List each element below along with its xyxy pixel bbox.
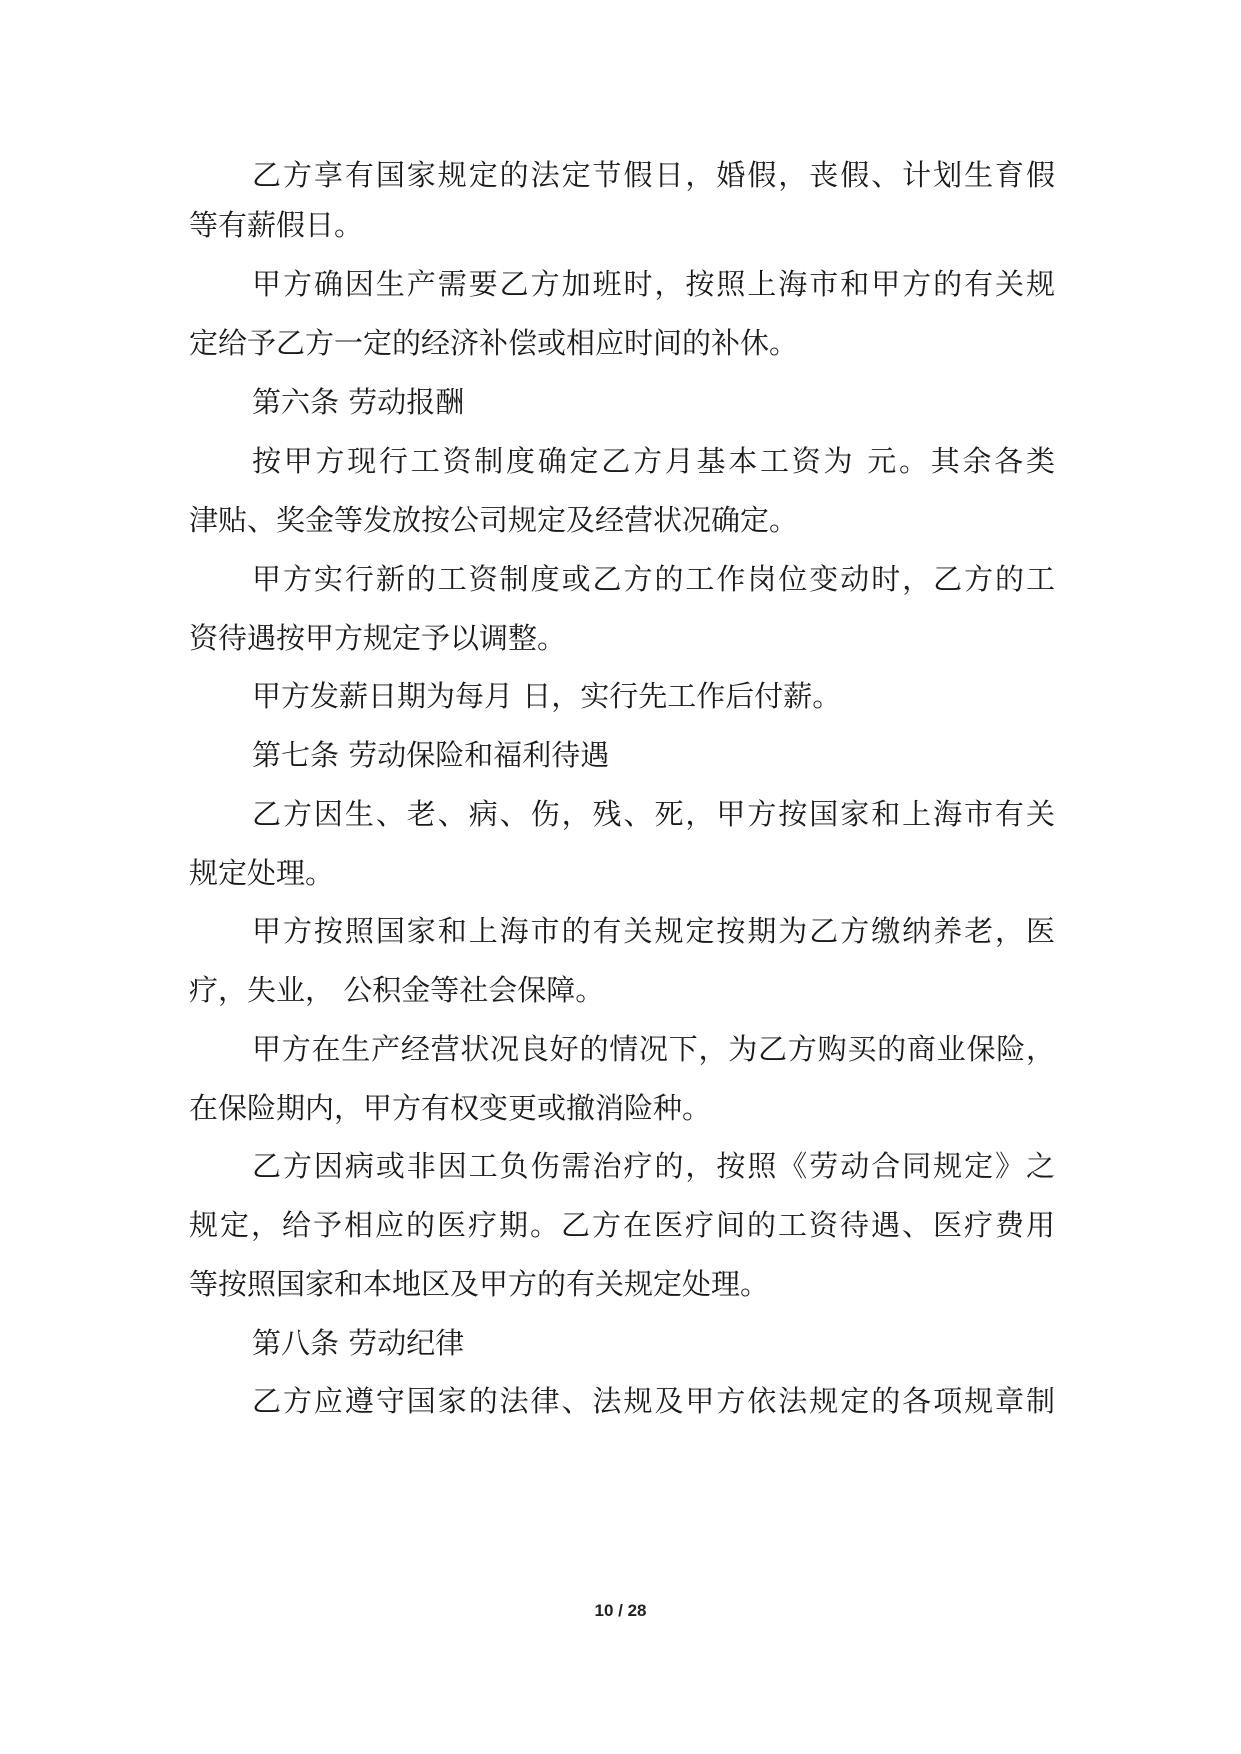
text-line: 定给予乙方一定的经济补偿或相应时间的补休。 xyxy=(189,326,799,360)
text-line: 甲方在生产经营状况良好的情况下，为乙方购买的商业保险， xyxy=(252,1032,1055,1066)
text-line: 资待遇按甲方规定予以调整。 xyxy=(189,621,567,655)
text-line: 乙方因病或非因工负伤需治疗的，按照《劳动合同规定》之 xyxy=(252,1149,1055,1183)
text-line: 等有薪假日。 xyxy=(189,208,364,242)
text-line: 规定，给予相应的医疗期。乙方在医疗间的工资待遇、医疗费用 xyxy=(189,1208,1055,1242)
text-line: 津贴、奖金等发放按公司规定及经营状况确定。 xyxy=(189,503,799,537)
text-line: 甲方实行新的工资制度或乙方的工作岗位变动时，乙方的工 xyxy=(252,562,1055,596)
heading-text: 第八条 劳动纪律 xyxy=(252,1326,465,1360)
text-line: 规定处理。 xyxy=(189,856,335,890)
text-line: 在保险期内，甲方有权变更或撤消险种。 xyxy=(189,1091,712,1125)
text-line: 乙方因生、老、病、伤，残、死，甲方按国家和上海市有关 xyxy=(252,797,1055,831)
text-line: 乙方享有国家规定的法定节假日，婚假，丧假、计划生育假 xyxy=(252,158,1055,192)
text-line: 乙方应遵守国家的法律、法规及甲方依法规定的各项规章制 xyxy=(252,1384,1055,1418)
page-number: 10 / 28 xyxy=(594,1601,647,1620)
text-line: 甲方确因生产需要乙方加班时，按照上海市和甲方的有关规 xyxy=(252,267,1055,301)
heading-text: 第七条 劳动保险和福利待遇 xyxy=(252,738,610,772)
text-line: 甲方发薪日期为每月 日，实行先工作后付薪。 xyxy=(252,679,842,713)
text-line: 疗，失业， 公积金等社会保障。 xyxy=(189,973,605,1007)
text-line: 按甲方现行工资制度确定乙方月基本工资为 元。其余各类 xyxy=(252,444,1055,478)
text-line: 等按照国家和本地区及甲方的有关规定处理。 xyxy=(189,1267,770,1301)
text-line: 甲方按照国家和上海市的有关规定按期为乙方缴纳养老，医 xyxy=(252,914,1055,948)
heading-text: 第六条 劳动报酬 xyxy=(252,385,465,419)
